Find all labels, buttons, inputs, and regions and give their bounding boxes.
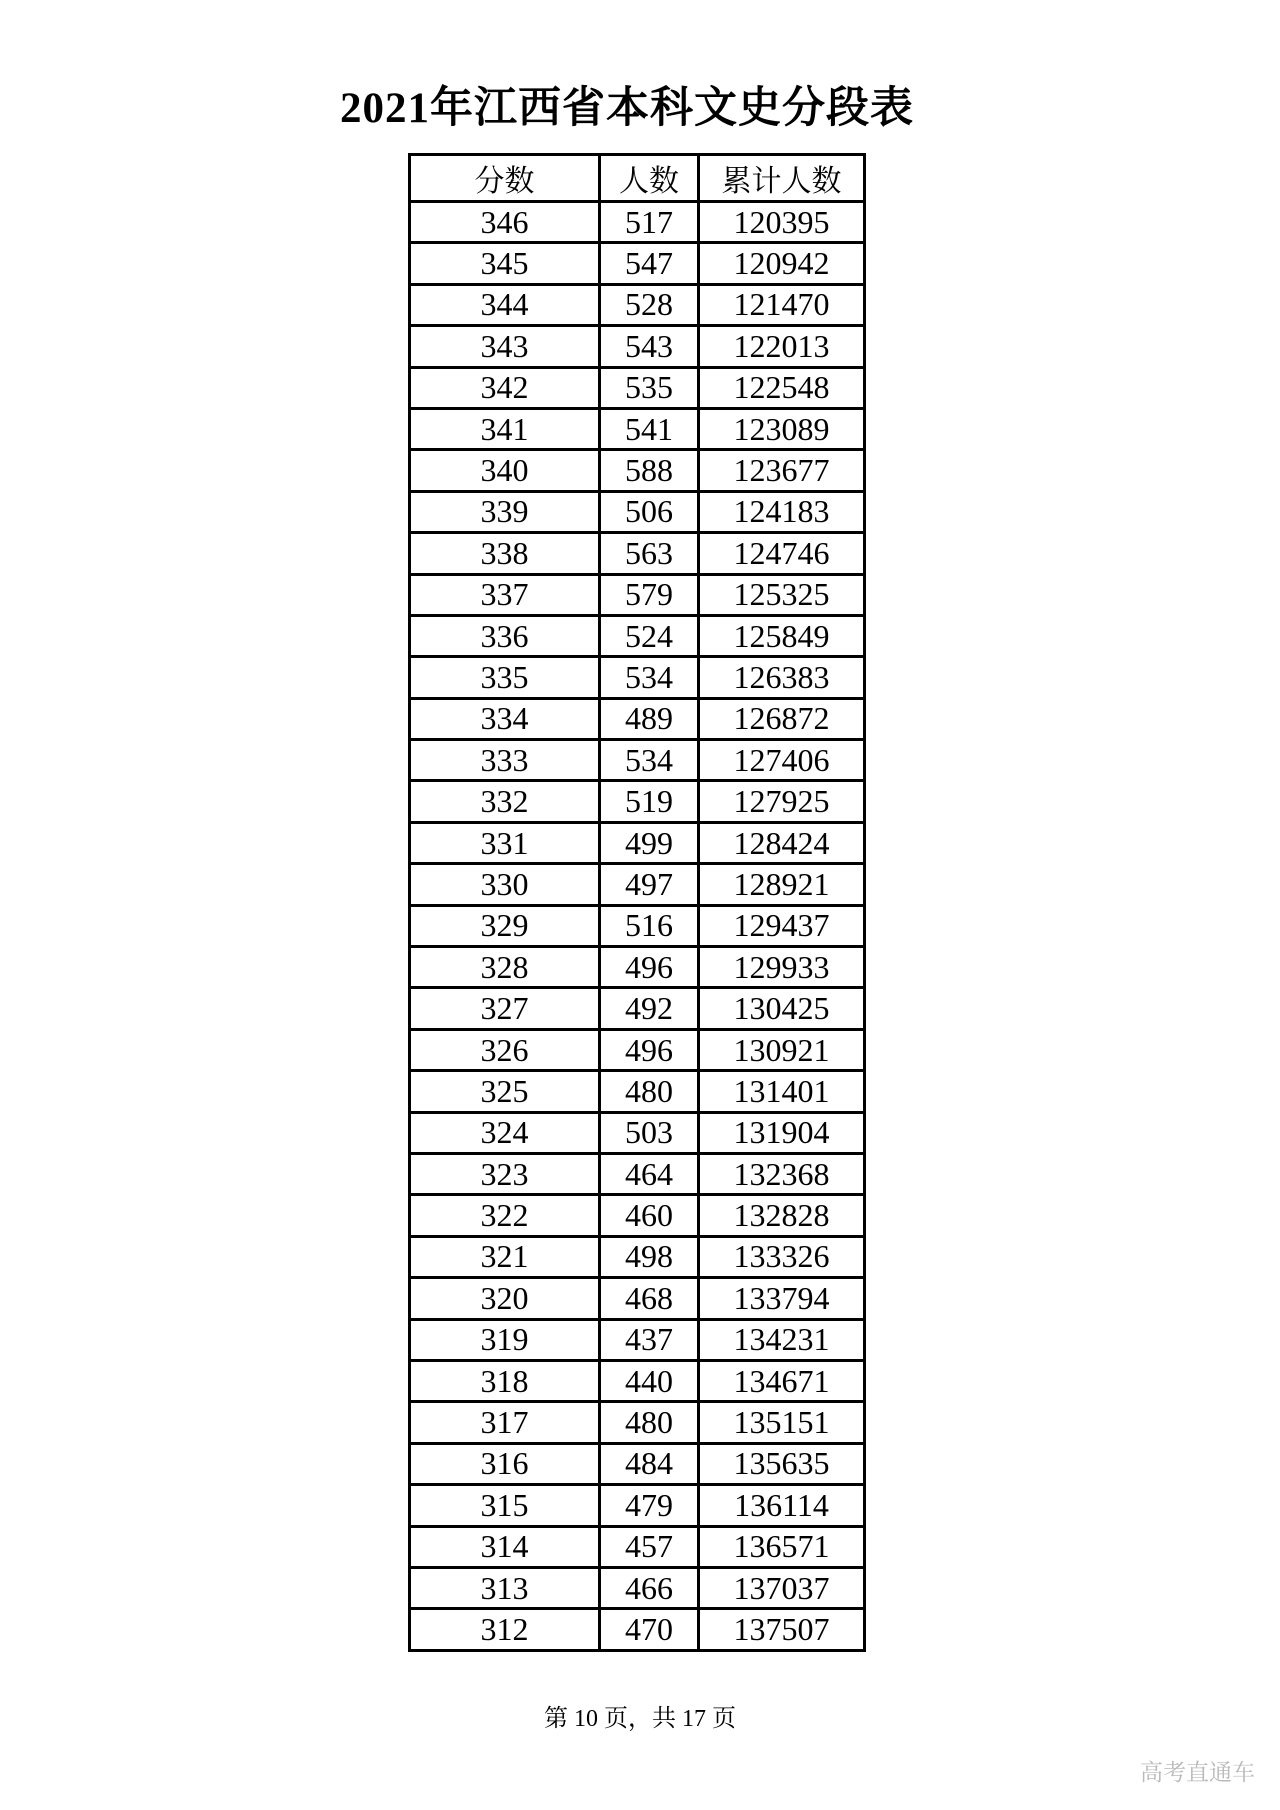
table-row [410, 1112, 865, 1153]
cumulative-cell: 134231 [699, 1319, 865, 1360]
table-row [410, 450, 865, 491]
table-row [410, 1153, 865, 1194]
watermark-text: 高考直通车 [1140, 1759, 1255, 1785]
count-cell: 497 [600, 864, 699, 905]
count-cell: 470 [600, 1609, 699, 1650]
score-cell: 330 [410, 864, 600, 905]
score-cell: 314 [410, 1526, 600, 1567]
cumulative-cell: 120942 [699, 243, 865, 284]
column-header-cumulative: 累计人数 [699, 155, 865, 202]
count-cell: 480 [600, 1402, 699, 1443]
table-row [410, 781, 865, 822]
count-cell: 528 [600, 284, 699, 325]
table-row [410, 698, 865, 739]
table-row [410, 408, 865, 449]
count-cell: 534 [600, 740, 699, 781]
count-cell: 516 [600, 905, 699, 946]
count-cell: 466 [600, 1567, 699, 1608]
score-cell: 340 [410, 450, 600, 491]
table-row [410, 202, 865, 243]
cumulative-cell: 128921 [699, 864, 865, 905]
table-row [410, 284, 865, 325]
count-cell: 534 [600, 657, 699, 698]
table-row [410, 1278, 865, 1319]
count-cell: 535 [600, 367, 699, 408]
score-cell: 315 [410, 1485, 600, 1526]
count-cell: 457 [600, 1526, 699, 1567]
cumulative-cell: 133326 [699, 1236, 865, 1277]
cumulative-cell: 131904 [699, 1112, 865, 1153]
table-row [410, 947, 865, 988]
cumulative-cell: 134671 [699, 1360, 865, 1401]
cumulative-cell: 124746 [699, 533, 865, 574]
count-cell: 499 [600, 822, 699, 863]
score-cell: 343 [410, 326, 600, 367]
cumulative-cell: 132828 [699, 1195, 865, 1236]
cumulative-cell: 135151 [699, 1402, 865, 1443]
count-cell: 440 [600, 1360, 699, 1401]
count-cell: 479 [600, 1485, 699, 1526]
score-cell: 326 [410, 1029, 600, 1070]
cumulative-cell: 136114 [699, 1485, 865, 1526]
cumulative-cell: 137037 [699, 1567, 865, 1608]
score-table-body [410, 202, 865, 1651]
score-cell: 327 [410, 988, 600, 1029]
cumulative-cell: 123677 [699, 450, 865, 491]
count-cell: 480 [600, 1071, 699, 1112]
table-row [410, 657, 865, 698]
score-cell: 320 [410, 1278, 600, 1319]
score-cell: 328 [410, 947, 600, 988]
count-cell: 519 [600, 781, 699, 822]
score-cell: 332 [410, 781, 600, 822]
cumulative-cell: 129437 [699, 905, 865, 946]
score-cell: 329 [410, 905, 600, 946]
cumulative-cell: 123089 [699, 408, 865, 449]
cumulative-cell: 125325 [699, 574, 865, 615]
score-cell: 345 [410, 243, 600, 284]
score-cell: 341 [410, 408, 600, 449]
table-row [410, 740, 865, 781]
score-cell: 323 [410, 1153, 600, 1194]
table-header-row [410, 155, 865, 202]
count-cell: 460 [600, 1195, 699, 1236]
count-cell: 484 [600, 1443, 699, 1484]
count-cell: 496 [600, 1029, 699, 1070]
column-header-count: 人数 [600, 155, 699, 202]
cumulative-cell: 137507 [699, 1609, 865, 1650]
cumulative-cell: 126872 [699, 698, 865, 739]
table-row [410, 988, 865, 1029]
score-cell: 337 [410, 574, 600, 615]
table-row [410, 367, 865, 408]
score-cell: 318 [410, 1360, 600, 1401]
cumulative-cell: 132368 [699, 1153, 865, 1194]
count-cell: 503 [600, 1112, 699, 1153]
cumulative-cell: 131401 [699, 1071, 865, 1112]
count-cell: 563 [600, 533, 699, 574]
score-segment-table [408, 153, 866, 1652]
cumulative-cell: 127925 [699, 781, 865, 822]
table-row [410, 574, 865, 615]
table-row [410, 1029, 865, 1070]
cumulative-cell: 126383 [699, 657, 865, 698]
table-row [410, 615, 865, 656]
count-cell: 506 [600, 491, 699, 532]
count-cell: 498 [600, 1236, 699, 1277]
count-cell: 489 [600, 698, 699, 739]
cumulative-cell: 125849 [699, 615, 865, 656]
score-cell: 336 [410, 615, 600, 656]
table-row [410, 1443, 865, 1484]
score-cell: 333 [410, 740, 600, 781]
count-cell: 437 [600, 1319, 699, 1360]
table-row [410, 1402, 865, 1443]
count-cell: 468 [600, 1278, 699, 1319]
page-title: 2021年江西省本科文史分段表 [340, 85, 914, 132]
table-row [410, 822, 865, 863]
table-row [410, 1195, 865, 1236]
cumulative-cell: 122013 [699, 326, 865, 367]
table-row [410, 905, 865, 946]
count-cell: 464 [600, 1153, 699, 1194]
cumulative-cell: 124183 [699, 491, 865, 532]
score-cell: 324 [410, 1112, 600, 1153]
count-cell: 541 [600, 408, 699, 449]
table-row [410, 1485, 865, 1526]
table-row [410, 1526, 865, 1567]
table-row [410, 1319, 865, 1360]
count-cell: 579 [600, 574, 699, 615]
cumulative-cell: 129933 [699, 947, 865, 988]
cumulative-cell: 136571 [699, 1526, 865, 1567]
count-cell: 543 [600, 326, 699, 367]
score-cell: 331 [410, 822, 600, 863]
score-cell: 319 [410, 1319, 600, 1360]
count-cell: 524 [600, 615, 699, 656]
table-row [410, 243, 865, 284]
score-cell: 322 [410, 1195, 600, 1236]
column-header-score: 分数 [410, 155, 600, 202]
score-cell: 344 [410, 284, 600, 325]
cumulative-cell: 130921 [699, 1029, 865, 1070]
count-cell: 496 [600, 947, 699, 988]
page-number-footer: 第 10 页，共 17 页 [544, 1706, 736, 1732]
cumulative-cell: 130425 [699, 988, 865, 1029]
score-cell: 312 [410, 1609, 600, 1650]
table-row [410, 1567, 865, 1608]
table-row [410, 1609, 865, 1650]
score-cell: 338 [410, 533, 600, 574]
table-row [410, 1236, 865, 1277]
score-cell: 339 [410, 491, 600, 532]
score-cell: 313 [410, 1567, 600, 1608]
count-cell: 517 [600, 202, 699, 243]
score-cell: 317 [410, 1402, 600, 1443]
count-cell: 492 [600, 988, 699, 1029]
table-row [410, 1071, 865, 1112]
score-cell: 325 [410, 1071, 600, 1112]
score-cell: 342 [410, 367, 600, 408]
score-cell: 335 [410, 657, 600, 698]
score-cell: 346 [410, 202, 600, 243]
cumulative-cell: 121470 [699, 284, 865, 325]
score-cell: 316 [410, 1443, 600, 1484]
table-row [410, 491, 865, 532]
table-row [410, 864, 865, 905]
score-cell: 334 [410, 698, 600, 739]
cumulative-cell: 127406 [699, 740, 865, 781]
cumulative-cell: 120395 [699, 202, 865, 243]
count-cell: 588 [600, 450, 699, 491]
cumulative-cell: 128424 [699, 822, 865, 863]
cumulative-cell: 122548 [699, 367, 865, 408]
table-row [410, 1360, 865, 1401]
cumulative-cell: 133794 [699, 1278, 865, 1319]
table-row [410, 533, 865, 574]
count-cell: 547 [600, 243, 699, 284]
cumulative-cell: 135635 [699, 1443, 865, 1484]
table-row [410, 326, 865, 367]
score-cell: 321 [410, 1236, 600, 1277]
